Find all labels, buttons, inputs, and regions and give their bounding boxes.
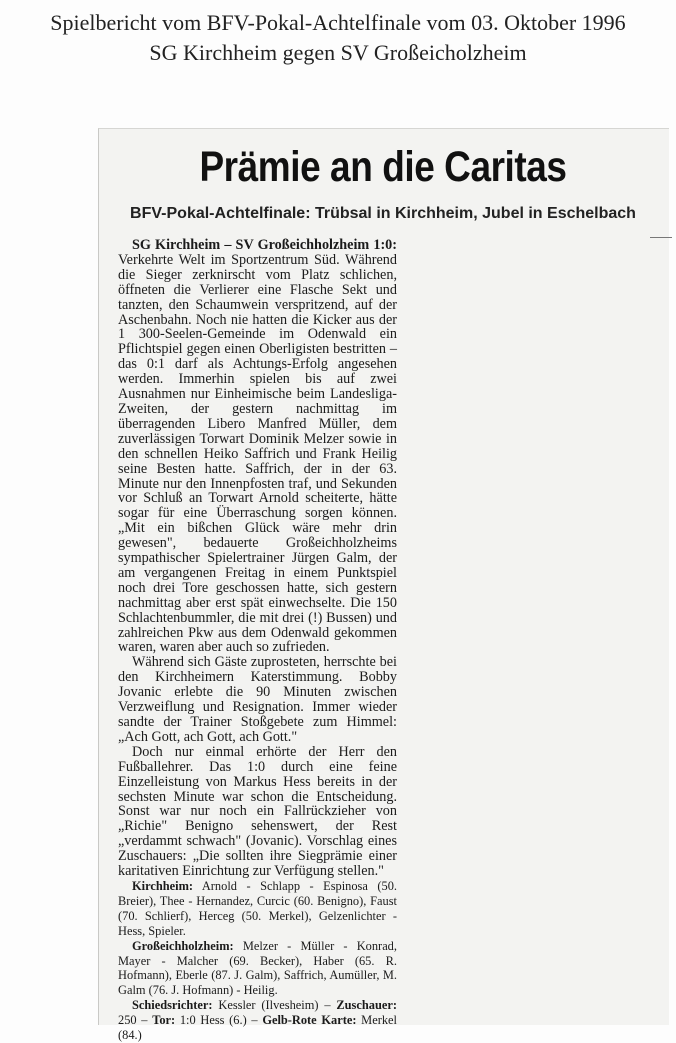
card-text: Merkel (84.) — [118, 1013, 397, 1043]
lineup-kirchheim-label: Kirchheim: — [132, 878, 194, 893]
paragraph-1-text: Verkehrte Welt im Sportzentrum Süd. Während die Sieger zerknirscht vom Platz schlichen, öffneten die Verlierer eine Flasche Sekt und tanzten, den Schaumwein verspritzend, auf der Aschenbahn. Noch nie hatten die Kicker aus der 1 300-Seelen-Gemeinde im Odenwald ein Pflichtspiel gegen einen Oberligisten bestritten – das 0:1 darf als Achtungs-Erfolg angesehen werden. Immerhin spielen bis auf zwei Ausnahmen nur Einheimische beim Landesliga-Zweiten, der gestern nachmittag im überragenden Libero Manfred Müller, dem zuverlässigen Torwart Dominik Melzer sowie in den schnellen Heiko Saffrich und Frank Heilig seine Besten hatte. Saffrich, der in der 63. Minute nur den Innenpfosten traf, und Sekunden vor Schluß an Torwart Arnold scheiterte, hätte sogar für eine Überraschung sorgen können. „Mit ein bißchen Glück wäre mehr drin gewesen", bedauerte Großeichholzheims sympathischer Spielertrainer Jürgen Galm, der am vergangenen Freitag in einem Punktspiel noch drei Tore geschossen hatte, sich gestern nachmittag aber erst spät einwechselte. Die 150 Schlachtenbummler, die mit drei (!) Bussen) und zahlreichen Pkw aus dem Odenwald gekommen waren, waren aber auch so zufrieden. — [118, 251, 397, 656]
crowd-text: 250 – — [118, 1013, 148, 1028]
lineup-gross-label: Großeichholzheim: — [132, 938, 234, 953]
referee-label: Schiedsrichter: — [132, 998, 213, 1013]
goals-text: 1:0 Hess (6.) – — [179, 1013, 258, 1028]
goals-label: Tor: — [152, 1013, 176, 1028]
lineup-kirchheim — [118, 879, 397, 939]
document-header-line-1: Spielbericht vom BFV-Pokal-Achtelfinale vom 03. Oktober 1996 — [50, 10, 626, 35]
lineup-gross-text: Melzer - Müller - Konrad, Mayer - Malcher (69. Becker), Haber (65. R. Hofmann), Eberle (87. J. Galm), Saffrich, Aumüller, M. Galm (76. J. Hofmann) - Heilig. — [118, 938, 397, 998]
paragraph-2: Während sich Gäste zuprosteten, herrschte bei den Kirchheimern Katerstimmung. Bobby Jovanic erlebte die 90 Minuten zwischen Verzweiflung und Resignation. Immer wieder sandte der Trainer Stoßgebete zum Himmel: „Ach Gott, ach Gott, ach Gott." — [118, 654, 397, 745]
column-rule — [650, 237, 672, 238]
card-label: Gelb-Rote Karte: — [262, 1013, 357, 1028]
lineup-grosseichholzheim — [118, 939, 397, 999]
document-header-line-2: SG Kirchheim gegen SV Großeicholzheim — [149, 40, 527, 65]
crowd-label: Zuschauer: — [336, 998, 397, 1013]
paragraph-3: Doch nur einmal erhörte der Herr den Fußballehrer. Das 1:0 durch eine feine Einzelleistung von Markus Hess bereits in der sechsten Minute war schon die Entscheidung. Sonst war nur noch ein Fallrückzieher von „Richie" Benigno sehenswert, der Rest „verdammt schwach" (Jovanic). Vorschlag eines Zuschauers: „Die sollten ihre Siegprämie einer karitativen Einrichtung zur Verfügung stellen." — [118, 743, 397, 880]
lineup-kirchheim-text: Arnold - Schlapp - Espinosa (50. Breier), Thee - Hernandez, Curcic (60. Benigno), Faust (70. Schlierf), Herceg (50. Merkel), Gelzenlichter - Hess, Spieler. — [118, 878, 397, 938]
article-title: Prämie an die Caritas — [199, 143, 567, 191]
lineups — [118, 879, 397, 1043]
article-body — [118, 238, 397, 1043]
paragraph-1 — [118, 238, 397, 655]
match-facts — [118, 998, 397, 1043]
article-subtitle: BFV-Pokal-Achtelfinale: Trübsal in Kirchheim, Jubel in Eschelbach — [130, 205, 636, 222]
referee-text: Kessler (Ilvesheim) – — [218, 998, 331, 1013]
lead-in: SG Kirchheim – SV Großeichholzheim 1:0: — [132, 237, 397, 253]
